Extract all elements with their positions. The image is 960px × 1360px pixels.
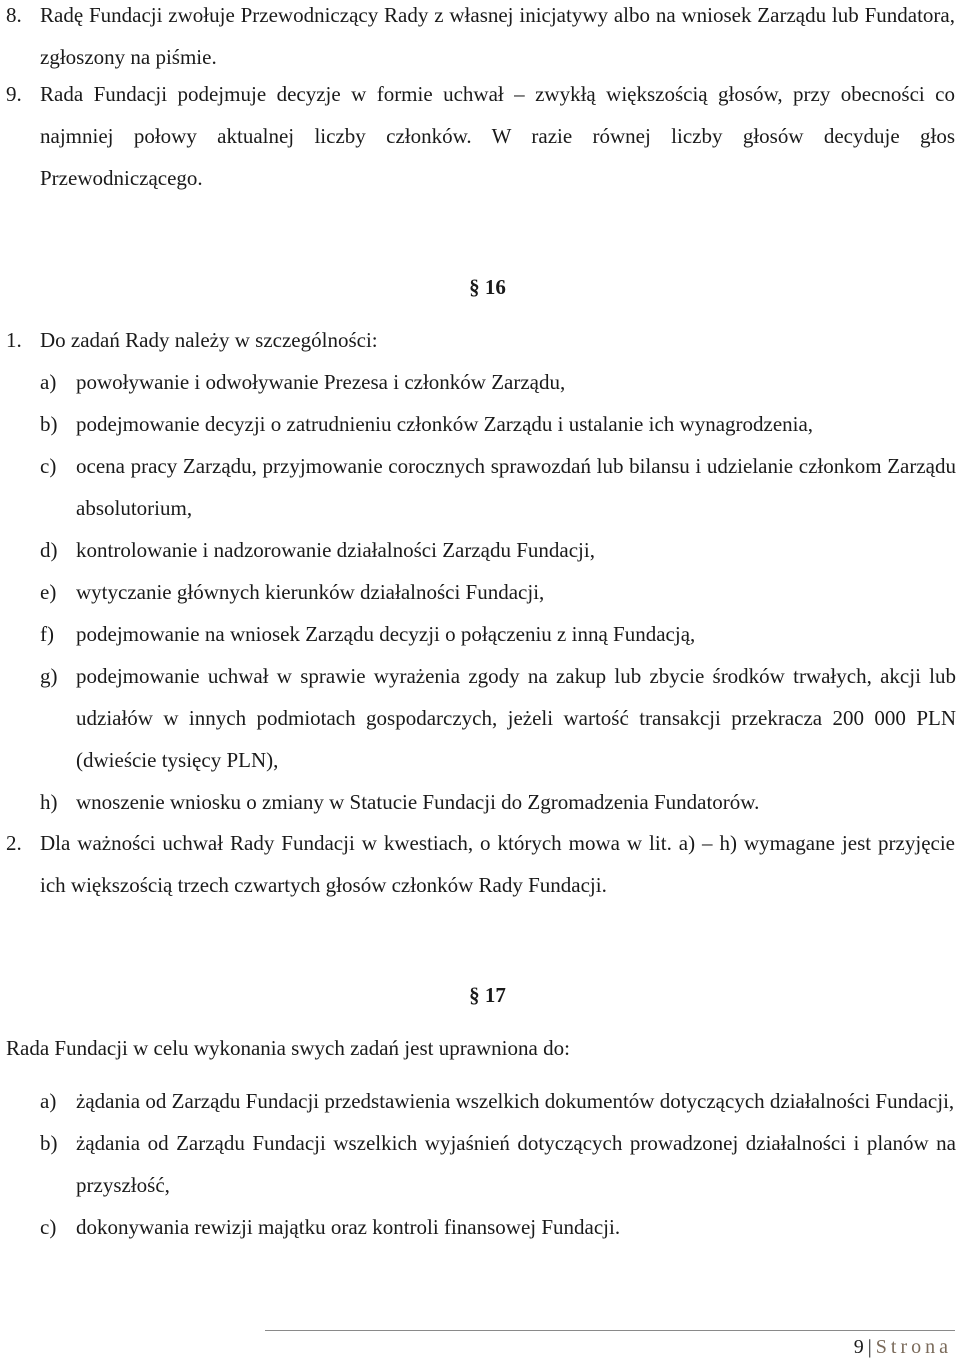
- list-text: żądania od Zarządu Fundacji przedstawienia wszelkich dokumentów dotyczących działalności Fundacji,: [76, 1089, 955, 1113]
- list-label: h): [40, 790, 58, 814]
- list-item: [40, 781, 956, 823]
- list-item: [40, 1080, 956, 1122]
- item-text: Dla ważności uchwał Rady Fundacji w kwestiach, o których mowa w lit. a) – h) wymagane jest przyjęcie ich większością trzech czwartych głosów członków Rady Fundacji.: [40, 831, 955, 897]
- list-text: powoływanie i odwoływanie Prezesa i członków Zarządu,: [76, 370, 566, 394]
- paragraph-item-8: [0, 0, 955, 78]
- list-label: g): [40, 664, 58, 688]
- paragraph-item-1: [0, 319, 955, 361]
- list-label: a): [40, 370, 57, 394]
- list-text: podejmowanie uchwał w sprawie wyrażenia zgody na zakup lub zbycie środków trwałych, akcji lub udziałów w innych podmiotach gospodarczych, jeżeli wartość transakcji przekracza 200 000 PLN (dwieście tysięcy PLN),: [76, 664, 956, 772]
- list-label: c): [40, 454, 57, 478]
- list-label: d): [40, 538, 58, 562]
- list-text: dokonywania rewizji majątku oraz kontroli finansowej Fundacji.: [76, 1215, 621, 1239]
- list-text: żądania od Zarządu Fundacji wszelkich wyjaśnień dotyczących prowadzonej działalności i planów na przyszłość,: [76, 1131, 956, 1197]
- paragraph-item-9: [0, 73, 955, 199]
- list-item: [40, 403, 956, 445]
- page-footer: [854, 1334, 952, 1360]
- page-number: 9: [853, 1336, 864, 1358]
- section-17-intro: Rada Fundacji w celu wykonania swych zadań jest uprawniona do:: [6, 1036, 570, 1060]
- paragraph-item-2: [0, 822, 955, 906]
- list-item: [40, 529, 956, 571]
- list-label: b): [40, 412, 58, 436]
- list-item: [40, 613, 956, 655]
- item-intro: Do zadań Rady należy w szczególności:: [40, 328, 378, 352]
- footer-separator: |: [867, 1336, 872, 1358]
- list-item: [40, 655, 956, 781]
- list-label: b): [40, 1131, 58, 1155]
- list-label: e): [40, 580, 57, 604]
- list-label: c): [40, 1215, 57, 1239]
- page-label: Strona: [875, 1336, 952, 1358]
- section-heading-17: § 17: [469, 983, 506, 1007]
- item-number: 2.: [6, 831, 22, 855]
- powers-list: [40, 1080, 956, 1248]
- list-text: wytyczanie głównych kierunków działalności Fundacji,: [76, 580, 545, 604]
- item-number: 8.: [6, 3, 22, 27]
- task-list: [40, 361, 956, 823]
- list-text: ocena pracy Zarządu, przyjmowanie corocznych sprawozdań lub bilansu i udzielanie członkom Zarządu absolutorium,: [76, 454, 956, 520]
- list-text: podejmowanie decyzji o zatrudnieniu członków Zarządu i ustalanie ich wynagrodzenia,: [76, 412, 814, 436]
- footer-divider: [265, 1330, 955, 1331]
- item-number: 1.: [6, 328, 22, 352]
- list-text: wnoszenie wniosku o zmiany w Statucie Fundacji do Zgromadzenia Fundatorów.: [76, 790, 760, 814]
- list-text: podejmowanie na wniosek Zarządu decyzji o połączeniu z inną Fundacją,: [76, 622, 696, 646]
- section-heading-16: § 16: [469, 275, 506, 299]
- list-item: [40, 445, 956, 529]
- list-item: [40, 1122, 956, 1206]
- item-text: Radę Fundacji zwołuje Przewodniczący Rady z własnej inicjatywy albo na wniosek Zarządu lub Fundatora, zgłoszony na piśmie.: [40, 3, 955, 69]
- list-label: f): [40, 622, 54, 646]
- list-text: kontrolowanie i nadzorowanie działalności Zarządu Fundacji,: [76, 538, 595, 562]
- list-item: [40, 571, 956, 613]
- item-number: 9.: [6, 82, 22, 106]
- list-label: a): [40, 1089, 57, 1113]
- item-text: Rada Fundacji podejmuje decyzje w formie uchwał – zwykłą większością głosów, przy obecności co najmniej połowy aktualnej liczby członków. W razie równej liczby głosów decyduje głos Przewodniczącego.: [40, 82, 955, 190]
- list-item: [40, 361, 956, 403]
- list-item: [40, 1206, 956, 1248]
